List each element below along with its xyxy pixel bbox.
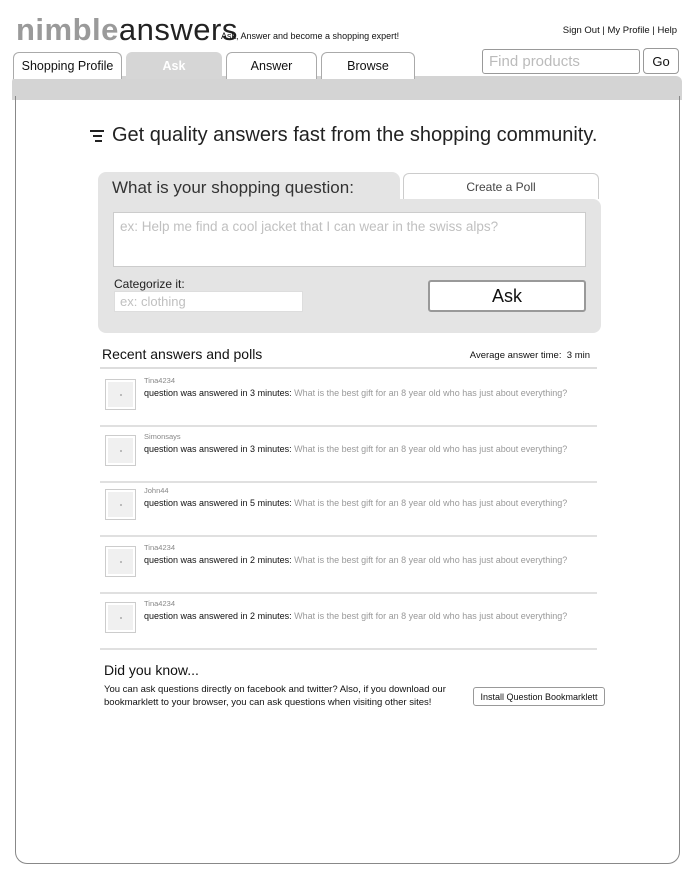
go-button[interactable]: Go (643, 48, 679, 74)
answer-line (144, 444, 567, 454)
list-item[interactable] (100, 594, 597, 650)
answer-status: question was answered in 2 minutes: (144, 611, 292, 621)
menu-lines-icon (90, 130, 108, 144)
recent-title: Recent answers and polls (102, 346, 263, 362)
list-item[interactable] (100, 481, 597, 537)
answer-line (144, 611, 567, 621)
create-poll-tab[interactable]: Create a Poll (403, 173, 599, 199)
logo-answers: answers (118, 12, 238, 47)
category-label: Categorize it: (114, 277, 185, 291)
avatar[interactable] (105, 489, 136, 520)
answer-status: question was answered in 3 minutes: (144, 444, 292, 454)
logo[interactable] (16, 12, 238, 48)
avg-value: 3 min (566, 350, 590, 361)
install-bookmarklet-button[interactable]: Install Question Bookmarklett (473, 687, 605, 706)
ask-button[interactable]: Ask (428, 280, 586, 312)
divider (100, 535, 597, 537)
divider (100, 367, 597, 369)
page-headline: Get quality answers fast from the shopping community. (112, 124, 598, 146)
category-input[interactable] (114, 291, 303, 312)
top-links: Sign Out | My Profile | Help (562, 25, 677, 36)
answer-line (144, 498, 567, 508)
average-answer-time (470, 350, 590, 361)
username[interactable]: Tina4234 (144, 376, 175, 385)
question-link[interactable]: What is the best gift for an 8 year old who has just about everything? (294, 611, 568, 621)
divider (100, 648, 597, 650)
list-item[interactable] (100, 427, 597, 483)
question-link[interactable]: What is the best gift for an 8 year old who has just about everything? (294, 444, 568, 454)
list-item[interactable] (100, 538, 597, 594)
answer-line (144, 555, 567, 565)
answer-status: question was answered in 2 minutes: (144, 555, 292, 565)
tab-ask[interactable]: Ask (126, 52, 222, 79)
username[interactable]: John44 (144, 486, 169, 495)
list-item[interactable] (100, 371, 597, 427)
logo-nimble: nimble (16, 12, 119, 47)
question-input[interactable] (113, 212, 586, 267)
my-profile-link[interactable]: My Profile (607, 25, 650, 36)
tab-browse[interactable]: Browse (321, 52, 415, 79)
tab-shopping-profile[interactable]: Shopping Profile (13, 52, 122, 79)
question-link[interactable]: What is the best gift for an 8 year old who has just about everything? (294, 388, 568, 398)
avg-label: Average answer time: (469, 350, 562, 361)
question-link[interactable]: What is the best gift for an 8 year old who has just about everything? (294, 498, 568, 508)
ask-title: What is your shopping question: (112, 178, 354, 197)
username[interactable]: Simonsays (144, 432, 181, 441)
avatar[interactable] (105, 379, 136, 410)
answer-status: question was answered in 3 minutes: (144, 388, 292, 398)
avatar[interactable] (105, 546, 136, 577)
username[interactable]: Tina4234 (144, 599, 175, 608)
search-input[interactable] (482, 49, 640, 74)
tab-answer[interactable]: Answer (226, 52, 317, 79)
sign-out-link[interactable]: Sign Out (562, 25, 600, 36)
username[interactable]: Tina4234 (144, 543, 175, 552)
did-you-know-text: You can ask questions directly on facebook and twitter? Also, if you download our bookmarklett to your browser, you can ask questions when visiting other sites! (104, 684, 446, 708)
avatar[interactable] (105, 435, 136, 466)
answer-status: question was answered in 5 minutes: (144, 498, 292, 508)
did-you-know-title: Did you know... (104, 662, 199, 678)
help-link[interactable]: Help (657, 25, 677, 36)
tagline: Ask, Answer and become a shopping expert! (221, 31, 400, 41)
answer-line (144, 388, 567, 398)
question-link[interactable]: What is the best gift for an 8 year old who has just about everything? (294, 555, 568, 565)
avatar[interactable] (105, 602, 136, 633)
